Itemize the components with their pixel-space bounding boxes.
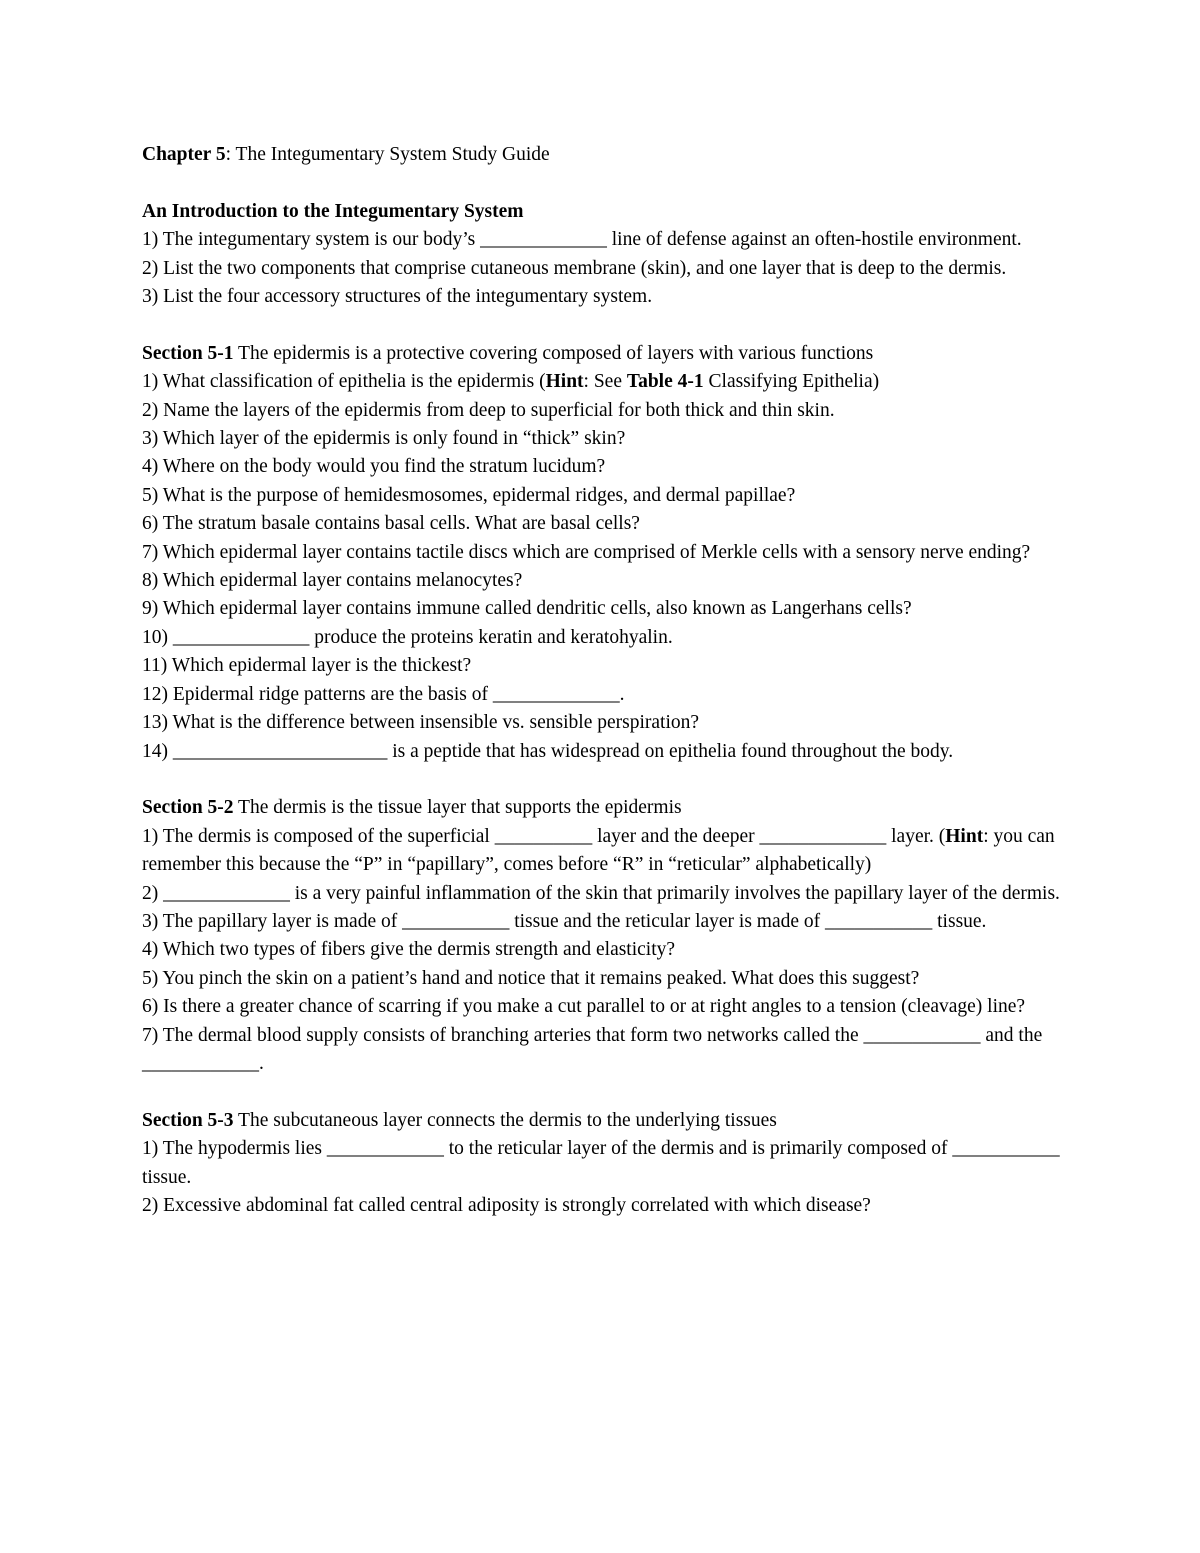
section-5-1-heading [142, 340, 1067, 368]
s2-question-5: 5) You pinch the skin on a patient’s hand and notice that it remains peaked. What does this suggest? [142, 967, 920, 989]
s1-question-11: 11) Which epidermal layer is the thickest? [142, 655, 472, 677]
s1-question-9: 9) Which epidermal layer contains immune called dendritic cells, also known as Langerhans cells? [142, 598, 912, 620]
intro-question-1: 1) The integumentary system is our body’s _____________ line of defense against an often-hostile environment. [142, 229, 1022, 251]
intro-heading [142, 198, 1067, 226]
s1-question-7: 7) Which epidermal layer contains tactile discs which are comprised of Merkle cells with a sensory nerve ending? [142, 541, 1031, 563]
section-title: The dermis is the tissue layer that supports the epidermis [233, 797, 682, 819]
s2-question-3: 3) The papillary layer is made of ___________ tissue and the reticular layer is made of ___________ tissue. [142, 910, 987, 932]
s2-question-6: 6) Is there a greater chance of scarring if you make a cut parallel to or at right angles to a tension (cleavage) line? [142, 996, 1026, 1018]
intro-question-3: 3) List the four accessory structures of the integumentary system. [142, 286, 653, 308]
spacer [142, 766, 1067, 794]
chapter-title: : The Integumentary System Study Guide [225, 144, 550, 165]
section-label: Section 5-2 [142, 797, 234, 819]
s1-question-13: 13) What is the difference between insensible vs. sensible perspiration? [142, 712, 700, 734]
s2-question-2: 2) _____________ is a very painful inflammation of the skin that primarily involves the papillary layer of the dermis. [142, 882, 1060, 904]
intro-heading-text: An Introduction to the Integumentary System [142, 200, 524, 222]
section-title: The subcutaneous layer connects the dermis to the underlying tissues [233, 1109, 777, 1131]
hint-label: Hint [945, 825, 984, 847]
question-text: : See [583, 371, 627, 393]
s1-question-2: 2) Name the layers of the epidermis from deep to superficial for both thick and thin skin. [142, 399, 835, 421]
spacer [142, 1078, 1067, 1106]
s1-question-1 [142, 368, 1067, 396]
s2-question-7: 7) The dermal blood supply consists of branching arteries that form two networks called the ____________ and the ____________. [142, 1024, 1048, 1074]
s1-question-3: 3) Which layer of the epidermis is only found in “thick” skin? [142, 428, 626, 450]
question-text: Classifying Epithelia) [703, 371, 880, 393]
spacer [142, 311, 1067, 339]
question-text: 1) The dermis is composed of the superficial __________ layer and the deeper _____________ layer. ( [142, 825, 946, 847]
table-reference: Table 4-1 [626, 371, 704, 393]
section-5-3-heading [142, 1107, 1067, 1135]
s1-question-6: 6) The stratum basale contains basal cells. What are basal cells? [142, 513, 640, 535]
section-label: Section 5-1 [142, 342, 234, 364]
question-text: 1) What classification of epithelia is the epidermis ( [142, 371, 546, 393]
document-page [142, 141, 1067, 1220]
intro-question-2: 2) List the two components that comprise cutaneous membrane (skin), and one layer that is deep to the dermis. [142, 257, 1007, 279]
s1-question-5: 5) What is the purpose of hemidesmosomes, epidermal ridges, and dermal papillae? [142, 484, 796, 506]
s1-question-12: 12) Epidermal ridge patterns are the basis of _____________. [142, 683, 625, 705]
s1-question-4: 4) Where on the body would you find the stratum lucidum? [142, 456, 606, 478]
s3-question-1: 1) The hypodermis lies ____________ to the reticular layer of the dermis and is primarily composed of ___________ tissue. [142, 1138, 1065, 1188]
s2-question-4: 4) Which two types of fibers give the dermis strength and elasticity? [142, 939, 676, 961]
question-text: : you can remember this because the “P” in “papillary”, comes before “R” in “reticular” alphabetically) [142, 825, 1060, 876]
s1-question-10: 10) ______________ produce the proteins keratin and keratohyalin. [142, 626, 673, 648]
spacer [142, 169, 1067, 197]
s2-question-1 [142, 823, 1067, 880]
s3-question-2: 2) Excessive abdominal fat called central adiposity is strongly correlated with which disease? [142, 1194, 871, 1216]
hint-label: Hint [545, 371, 584, 393]
s1-question-14: 14) ______________________ is a peptide that has widespread on epithelia found throughout the body. [142, 740, 954, 762]
section-5-2-heading [142, 794, 1067, 822]
document-title [142, 141, 1067, 169]
section-title: The epidermis is a protective covering composed of layers with various functions [233, 342, 874, 364]
section-label: Section 5-3 [142, 1109, 234, 1131]
chapter-label: Chapter 5 [142, 144, 226, 165]
s1-question-8: 8) Which epidermal layer contains melanocytes? [142, 570, 523, 592]
